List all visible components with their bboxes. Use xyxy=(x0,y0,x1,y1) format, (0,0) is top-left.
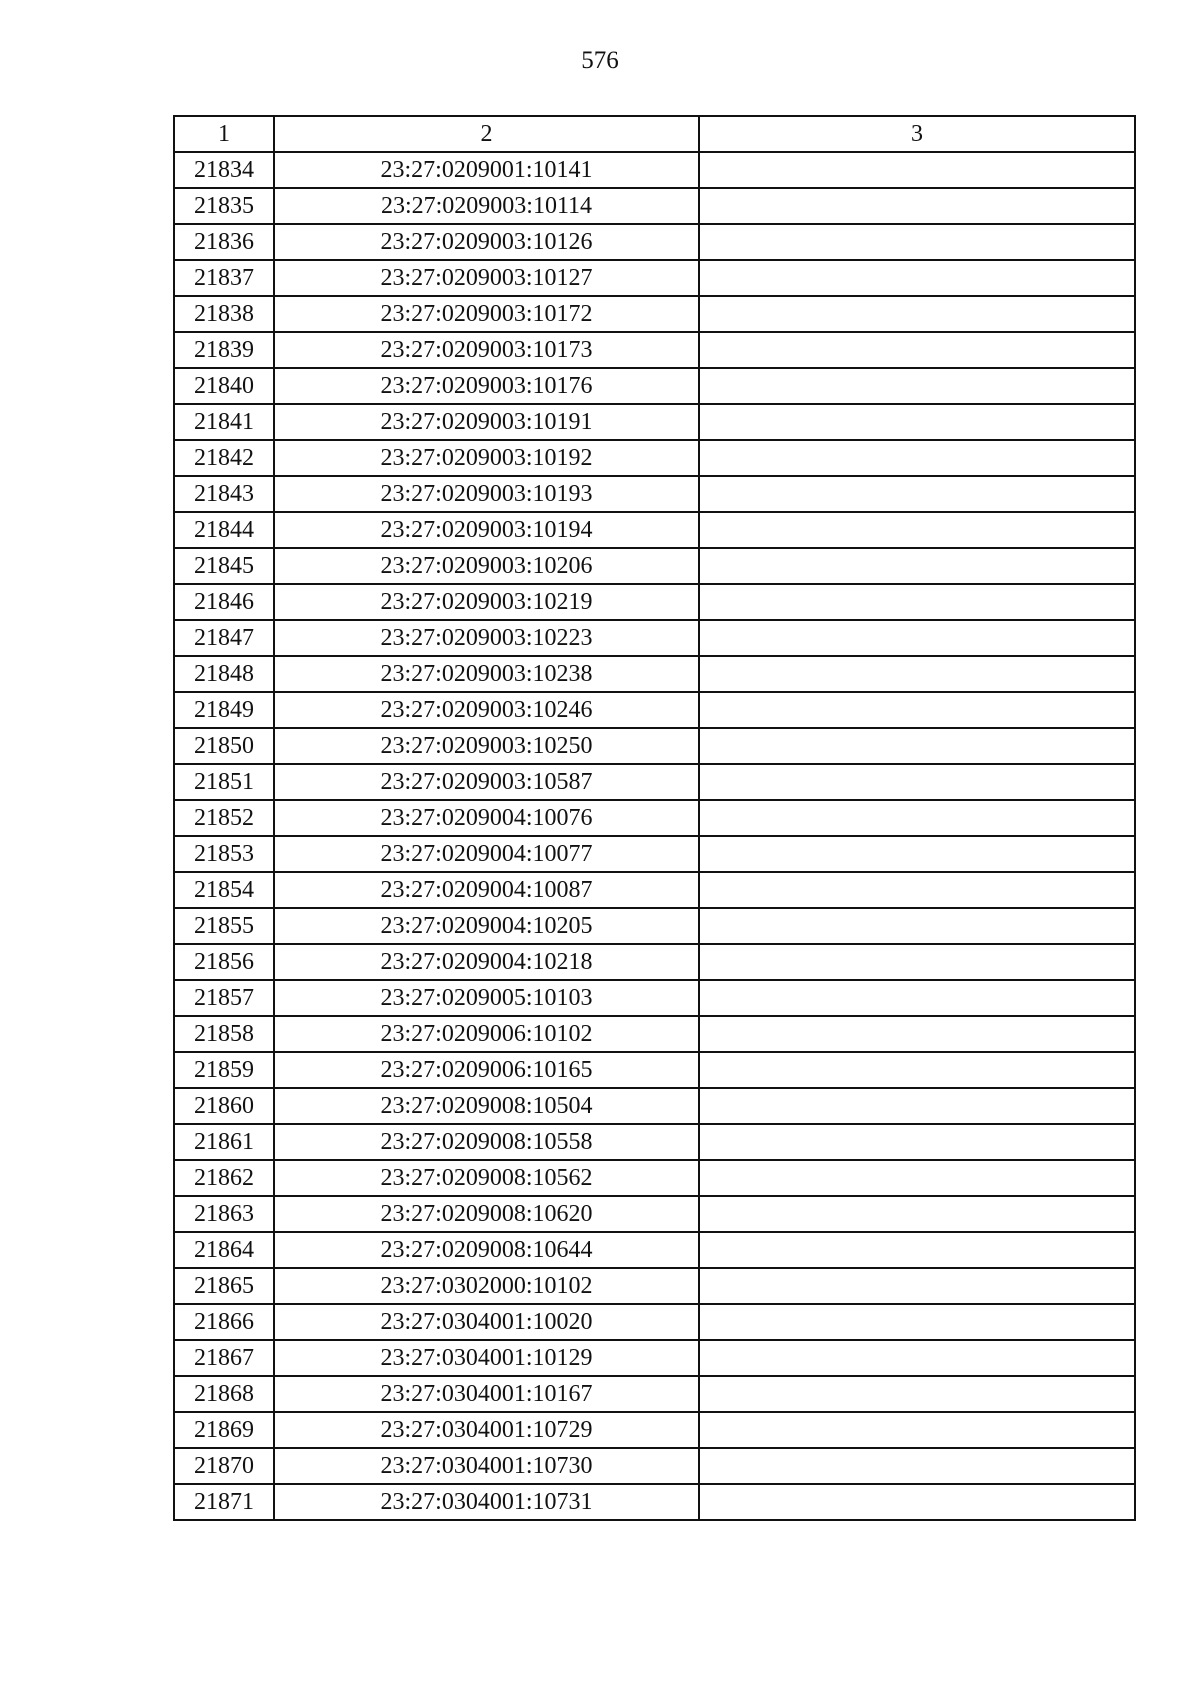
cadastral-number-cell: 23:27:0209004:10087 xyxy=(274,872,699,908)
row-number-cell: 21850 xyxy=(174,728,274,764)
note-cell xyxy=(699,1304,1135,1340)
row-number-cell: 21859 xyxy=(174,1052,274,1088)
table-row xyxy=(174,728,1135,764)
row-number-cell: 21849 xyxy=(174,692,274,728)
cadastral-number-cell: 23:27:0209003:10127 xyxy=(274,260,699,296)
row-number-cell: 21843 xyxy=(174,476,274,512)
cadastral-number-cell: 23:27:0209008:10644 xyxy=(274,1232,699,1268)
table-row xyxy=(174,188,1135,224)
row-number-cell: 21847 xyxy=(174,620,274,656)
note-cell xyxy=(699,188,1135,224)
note-cell xyxy=(699,728,1135,764)
note-cell xyxy=(699,1196,1135,1232)
table-row xyxy=(174,836,1135,872)
table-row xyxy=(174,224,1135,260)
table-row xyxy=(174,1448,1135,1484)
note-cell xyxy=(699,980,1135,1016)
table-row xyxy=(174,980,1135,1016)
cadastral-number-cell: 23:27:0209004:10077 xyxy=(274,836,699,872)
row-number-cell: 21863 xyxy=(174,1196,274,1232)
column-header-1: 1 xyxy=(174,116,274,152)
note-cell xyxy=(699,440,1135,476)
note-cell xyxy=(699,1412,1135,1448)
table-row xyxy=(174,1052,1135,1088)
cadastral-number-cell: 23:27:0209008:10620 xyxy=(274,1196,699,1232)
cadastral-number-cell: 23:27:0209003:10176 xyxy=(274,368,699,404)
table-row xyxy=(174,1016,1135,1052)
table-row xyxy=(174,1196,1135,1232)
row-number-cell: 21871 xyxy=(174,1484,274,1520)
cadastral-number-cell: 23:27:0304001:10730 xyxy=(274,1448,699,1484)
row-number-cell: 21866 xyxy=(174,1304,274,1340)
table-body xyxy=(174,152,1135,1520)
cadastral-number-cell: 23:27:0209003:10193 xyxy=(274,476,699,512)
table-header-row xyxy=(174,116,1135,152)
note-cell xyxy=(699,1448,1135,1484)
note-cell xyxy=(699,476,1135,512)
note-cell xyxy=(699,548,1135,584)
cadastral-number-cell: 23:27:0209008:10504 xyxy=(274,1088,699,1124)
row-number-cell: 21852 xyxy=(174,800,274,836)
cadastral-number-cell: 23:27:0209003:10172 xyxy=(274,296,699,332)
column-header-3: 3 xyxy=(699,116,1135,152)
table-row xyxy=(174,800,1135,836)
row-number-cell: 21840 xyxy=(174,368,274,404)
table-row xyxy=(174,908,1135,944)
note-cell xyxy=(699,764,1135,800)
note-cell xyxy=(699,152,1135,188)
note-cell xyxy=(699,692,1135,728)
column-header-2: 2 xyxy=(274,116,699,152)
row-number-cell: 21853 xyxy=(174,836,274,872)
note-cell xyxy=(699,584,1135,620)
note-cell xyxy=(699,1340,1135,1376)
cadastral-number-cell: 23:27:0209003:10587 xyxy=(274,764,699,800)
note-cell xyxy=(699,332,1135,368)
table-row xyxy=(174,1232,1135,1268)
cadastral-number-cell: 23:27:0304001:10729 xyxy=(274,1412,699,1448)
cadastral-number-cell: 23:27:0209003:10192 xyxy=(274,440,699,476)
row-number-cell: 21860 xyxy=(174,1088,274,1124)
cadastral-number-cell: 23:27:0209006:10165 xyxy=(274,1052,699,1088)
row-number-cell: 21836 xyxy=(174,224,274,260)
table-row xyxy=(174,440,1135,476)
row-number-cell: 21855 xyxy=(174,908,274,944)
note-cell xyxy=(699,908,1135,944)
row-number-cell: 21837 xyxy=(174,260,274,296)
row-number-cell: 21856 xyxy=(174,944,274,980)
table-row xyxy=(174,764,1135,800)
table-row xyxy=(174,584,1135,620)
note-cell xyxy=(699,800,1135,836)
cadastral-number-cell: 23:27:0209003:10206 xyxy=(274,548,699,584)
row-number-cell: 21870 xyxy=(174,1448,274,1484)
note-cell xyxy=(699,1088,1135,1124)
table-row xyxy=(174,548,1135,584)
table-row xyxy=(174,476,1135,512)
table-row xyxy=(174,260,1135,296)
row-number-cell: 21864 xyxy=(174,1232,274,1268)
note-cell xyxy=(699,836,1135,872)
cadastral-number-cell: 23:27:0209003:10219 xyxy=(274,584,699,620)
cadastral-number-cell: 23:27:0209006:10102 xyxy=(274,1016,699,1052)
note-cell xyxy=(699,512,1135,548)
cadastral-number-cell: 23:27:0304001:10731 xyxy=(274,1484,699,1520)
cadastral-number-cell: 23:27:0209003:10238 xyxy=(274,656,699,692)
note-cell xyxy=(699,404,1135,440)
row-number-cell: 21841 xyxy=(174,404,274,440)
row-number-cell: 21842 xyxy=(174,440,274,476)
row-number-cell: 21839 xyxy=(174,332,274,368)
cadastral-number-cell: 23:27:0209001:10141 xyxy=(274,152,699,188)
table-row xyxy=(174,1340,1135,1376)
row-number-cell: 21835 xyxy=(174,188,274,224)
note-cell xyxy=(699,1232,1135,1268)
note-cell xyxy=(699,1160,1135,1196)
table-row xyxy=(174,1088,1135,1124)
table-row xyxy=(174,656,1135,692)
table-row xyxy=(174,1376,1135,1412)
note-cell xyxy=(699,1376,1135,1412)
table-row xyxy=(174,1484,1135,1520)
table-row xyxy=(174,152,1135,188)
row-number-cell: 21867 xyxy=(174,1340,274,1376)
row-number-cell: 21865 xyxy=(174,1268,274,1304)
table-row xyxy=(174,1160,1135,1196)
row-number-cell: 21854 xyxy=(174,872,274,908)
table-row xyxy=(174,1304,1135,1340)
note-cell xyxy=(699,260,1135,296)
table-row xyxy=(174,944,1135,980)
cadastral-table xyxy=(173,115,1136,1521)
cadastral-number-cell: 23:27:0209003:10191 xyxy=(274,404,699,440)
cadastral-number-cell: 23:27:0304001:10129 xyxy=(274,1340,699,1376)
row-number-cell: 21834 xyxy=(174,152,274,188)
table-row xyxy=(174,872,1135,908)
row-number-cell: 21869 xyxy=(174,1412,274,1448)
cadastral-number-cell: 23:27:0209005:10103 xyxy=(274,980,699,1016)
table-row xyxy=(174,1268,1135,1304)
page-number: 576 xyxy=(581,47,619,74)
note-cell xyxy=(699,1052,1135,1088)
cadastral-number-cell: 23:27:0209003:10194 xyxy=(274,512,699,548)
note-cell xyxy=(699,656,1135,692)
cadastral-number-cell: 23:27:0304001:10167 xyxy=(274,1376,699,1412)
note-cell xyxy=(699,872,1135,908)
note-cell xyxy=(699,224,1135,260)
cadastral-number-cell: 23:27:0209003:10223 xyxy=(274,620,699,656)
note-cell xyxy=(699,296,1135,332)
row-number-cell: 21851 xyxy=(174,764,274,800)
note-cell xyxy=(699,368,1135,404)
table-row xyxy=(174,368,1135,404)
cadastral-number-cell: 23:27:0209003:10173 xyxy=(274,332,699,368)
row-number-cell: 21848 xyxy=(174,656,274,692)
cadastral-number-cell: 23:27:0209004:10218 xyxy=(274,944,699,980)
note-cell xyxy=(699,1484,1135,1520)
cadastral-number-cell: 23:27:0209003:10250 xyxy=(274,728,699,764)
table-row xyxy=(174,296,1135,332)
table-row xyxy=(174,1412,1135,1448)
table-row xyxy=(174,404,1135,440)
cadastral-number-cell: 23:27:0209003:10246 xyxy=(274,692,699,728)
cadastral-number-cell: 23:27:0209008:10558 xyxy=(274,1124,699,1160)
table-row xyxy=(174,692,1135,728)
cadastral-number-cell: 23:27:0209004:10205 xyxy=(274,908,699,944)
table-row xyxy=(174,512,1135,548)
note-cell xyxy=(699,1016,1135,1052)
row-number-cell: 21857 xyxy=(174,980,274,1016)
table-row xyxy=(174,620,1135,656)
row-number-cell: 21868 xyxy=(174,1376,274,1412)
row-number-cell: 21845 xyxy=(174,548,274,584)
row-number-cell: 21861 xyxy=(174,1124,274,1160)
cadastral-number-cell: 23:27:0304001:10020 xyxy=(274,1304,699,1340)
row-number-cell: 21862 xyxy=(174,1160,274,1196)
row-number-cell: 21844 xyxy=(174,512,274,548)
cadastral-number-cell: 23:27:0209003:10126 xyxy=(274,224,699,260)
table-row xyxy=(174,1124,1135,1160)
row-number-cell: 21838 xyxy=(174,296,274,332)
note-cell xyxy=(699,620,1135,656)
cadastral-number-cell: 23:27:0302000:10102 xyxy=(274,1268,699,1304)
note-cell xyxy=(699,1268,1135,1304)
cadastral-number-cell: 23:27:0209003:10114 xyxy=(274,188,699,224)
row-number-cell: 21846 xyxy=(174,584,274,620)
cadastral-number-cell: 23:27:0209008:10562 xyxy=(274,1160,699,1196)
row-number-cell: 21858 xyxy=(174,1016,274,1052)
note-cell xyxy=(699,1124,1135,1160)
table-row xyxy=(174,332,1135,368)
note-cell xyxy=(699,944,1135,980)
cadastral-number-cell: 23:27:0209004:10076 xyxy=(274,800,699,836)
